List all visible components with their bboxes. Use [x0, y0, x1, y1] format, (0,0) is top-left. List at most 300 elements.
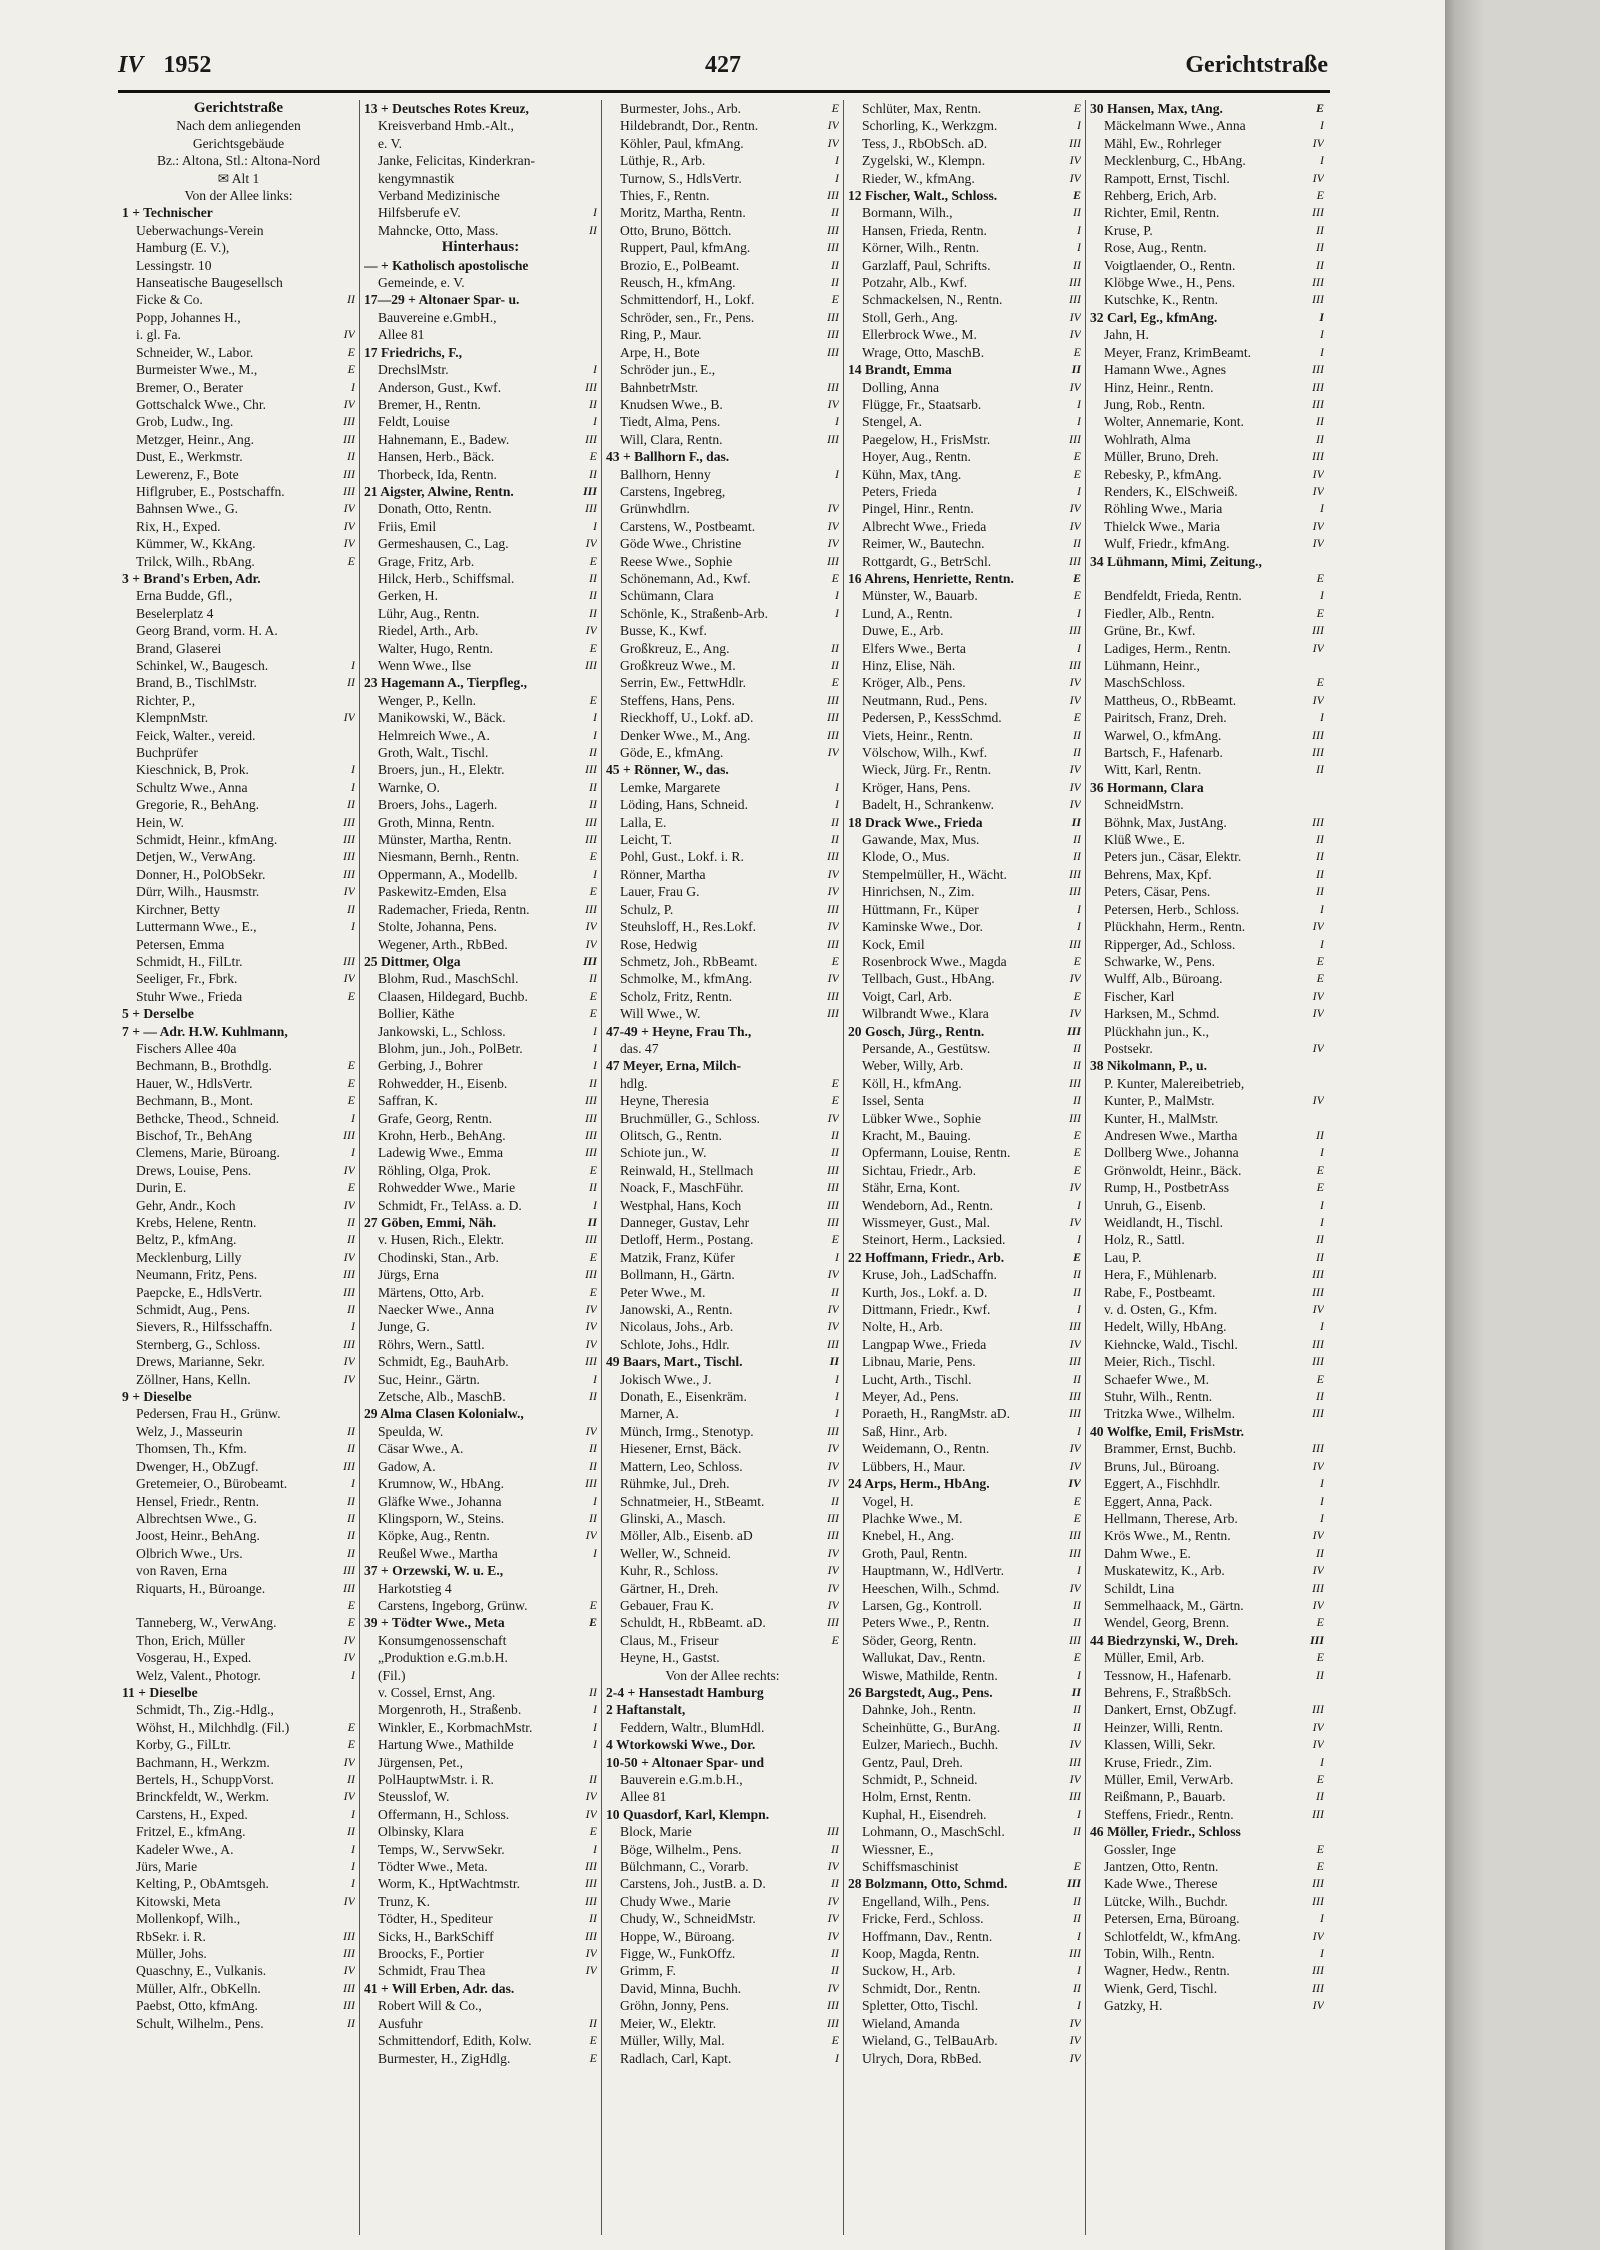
entry-text: Hoyer, Aug., Rentn. [862, 449, 971, 465]
entry-text: Knudsen Wwe., B. [620, 396, 723, 412]
entry-text: Georg Brand, vorm. H. A. [136, 623, 278, 639]
directory-entry [606, 1336, 839, 1353]
directory-entry [848, 1405, 1081, 1422]
column-1 [118, 100, 360, 2235]
floor-marker: IV [1069, 1580, 1081, 1595]
entry-text: Hamann Wwe., Agnes [1104, 362, 1227, 378]
page-edge-shadow [1445, 0, 1600, 2250]
directory-entry [364, 1388, 597, 1405]
directory-entry [122, 1823, 355, 1840]
directory-entry [848, 448, 1081, 465]
entry-text: Hoffmann, Dav., Rentn. [862, 1928, 993, 1944]
entry-text: 2-4 + Hansestadt Hamburg [606, 1684, 764, 1700]
directory-entry [1090, 1057, 1324, 1074]
floor-marker: IV [827, 866, 839, 881]
directory-entry [848, 1806, 1081, 1823]
directory-entry [364, 1667, 597, 1684]
directory-entry [606, 117, 839, 134]
directory-entry [122, 622, 355, 639]
entry-text: Gärtner, H., Dreh. [620, 1580, 719, 1596]
directory-entry [606, 901, 839, 918]
floor-marker: II [1071, 1684, 1081, 1699]
floor-marker: I [593, 1040, 597, 1055]
floor-marker: III [1312, 1354, 1324, 1369]
directory-entry [1090, 1649, 1324, 1666]
entry-text: Ripperger, Ad., Schloss. [1104, 936, 1236, 952]
directory-entry [1090, 1562, 1324, 1579]
floor-marker: E [1316, 188, 1324, 203]
entry-text: Schmittendorf, Edith, Kolw. [378, 2033, 532, 2049]
entry-text: Donath, E., Eisenkräm. [620, 1389, 747, 1405]
entry-text: Tellbach, Gust., HbAng. [862, 971, 995, 987]
floor-marker: III [827, 1824, 839, 1839]
directory-entry [848, 1736, 1081, 1753]
floor-marker: III [343, 1127, 355, 1142]
directory-entry [122, 674, 355, 691]
entry-text: Hamburg (E. V.), [136, 240, 230, 256]
entry-text: Münster, Martha, Rentn. [378, 832, 512, 848]
directory-entry [1090, 570, 1324, 587]
directory-entry [122, 135, 355, 152]
entry-text: Groth, Minna, Rentn. [378, 814, 495, 830]
directory-entry [364, 1841, 597, 1858]
entry-text: Gadow, A. [378, 1458, 436, 1474]
directory-entry [606, 1858, 839, 1875]
floor-marker: III [1312, 1284, 1324, 1299]
entry-text: Bendfeldt, Frieda, Rentn. [1104, 588, 1242, 604]
floor-marker: E [1073, 1162, 1081, 1177]
entry-text: Wieland, Amanda [862, 2015, 960, 2031]
entry-text: Manikowski, W., Bäck. [378, 710, 506, 726]
directory-entry [364, 779, 597, 796]
directory-entry [364, 187, 597, 204]
directory-entry [122, 727, 355, 744]
entry-text: Gerken, H. [378, 588, 439, 604]
entry-text: Söder, Georg, Rentn. [862, 1632, 977, 1648]
entry-text: Hansen, Herb., Bäck. [378, 449, 495, 465]
floor-marker: IV [1069, 309, 1081, 324]
floor-marker: E [589, 553, 597, 568]
entry-text: Feddern, Waltr., BlumHdl. [620, 1719, 765, 1735]
directory-entry [364, 622, 597, 639]
floor-marker: I [1320, 936, 1324, 951]
directory-entry [122, 1197, 355, 1214]
directory-entry [364, 2032, 597, 2049]
directory-entry [848, 326, 1081, 343]
floor-marker: II [347, 901, 355, 916]
directory-entry [1090, 1545, 1324, 1562]
directory-entry [122, 1336, 355, 1353]
floor-marker: I [835, 153, 839, 168]
floor-marker: II [1073, 1058, 1081, 1073]
section-heading [122, 100, 355, 117]
directory-entry [122, 1754, 355, 1771]
directory-entry [606, 1823, 839, 1840]
directory-entry [848, 1179, 1081, 1196]
directory-entry [606, 1719, 839, 1736]
directory-entry [606, 744, 839, 761]
directory-entry [122, 1162, 355, 1179]
floor-marker: III [1069, 135, 1081, 150]
entry-text: Dürr, Wilh., Hausmstr. [136, 884, 260, 900]
floor-marker: IV [343, 518, 355, 533]
floor-marker: I [1320, 1197, 1324, 1212]
entry-text: Suc, Heinr., Gärtn. [378, 1371, 480, 1387]
directory-entry [606, 1562, 839, 1579]
entry-text: Hauer, W., HdlsVertr. [136, 1075, 253, 1091]
floor-marker: E [831, 292, 839, 307]
entry-text: 21 Aigster, Alwine, Rentn. [364, 483, 514, 499]
entry-text: Kitowski, Meta [136, 1893, 221, 1909]
floor-marker: IV [827, 1980, 839, 1995]
directory-entry [122, 709, 355, 726]
floor-marker: IV [343, 1371, 355, 1386]
floor-marker: IV [343, 396, 355, 411]
floor-marker: IV [585, 936, 597, 951]
floor-marker: IV [343, 1162, 355, 1177]
floor-marker: III [585, 1893, 597, 1908]
directory-entry [364, 379, 597, 396]
floor-marker: III [827, 1197, 839, 1212]
entry-text: Bollier, Käthe [378, 1006, 455, 1022]
entry-text: Danneger, Gustav, Lehr [620, 1215, 750, 1230]
entry-text: „Produktion e.G.m.b.H. [378, 1650, 508, 1666]
entry-text: Leicht, T. [620, 832, 672, 848]
floor-marker: III [1312, 292, 1324, 307]
entry-text: Klode, O., Mus. [862, 849, 950, 865]
floor-marker: I [1320, 501, 1324, 516]
directory-entry [364, 448, 597, 465]
directory-entry [122, 1667, 355, 1684]
entry-text: Renders, K., ElSchweiß. [1104, 483, 1238, 499]
directory-entry [848, 1057, 1081, 1074]
directory-entry [606, 622, 839, 639]
directory-entry [606, 1110, 839, 1127]
floor-marker: III [1069, 1075, 1081, 1090]
directory-entry [848, 1632, 1081, 1649]
entry-text: Saffran, K. [378, 1093, 438, 1109]
directory-entry [122, 1475, 355, 1492]
floor-marker: III [343, 466, 355, 481]
directory-entry [122, 257, 355, 274]
directory-entry [1090, 796, 1324, 813]
directory-entry [122, 1928, 355, 1945]
directory-entry [606, 361, 839, 378]
floor-marker: E [589, 2033, 597, 2048]
directory-entry [848, 431, 1081, 448]
directory-entry [848, 587, 1081, 604]
entry-text: Gröhn, Jonny, Pens. [620, 1998, 730, 2014]
entry-text: Schmetz, Joh., RbBeamt. [620, 953, 758, 969]
directory-entry [364, 204, 597, 221]
directory-entry [1090, 622, 1324, 639]
directory-entry [364, 1997, 597, 2014]
section-heading [364, 239, 597, 256]
entry-text: Lauer, Frau G. [620, 884, 700, 900]
directory-entry [122, 848, 355, 865]
entry-text: Ausfuhr [378, 2015, 423, 2031]
directory-entry [122, 1893, 355, 1910]
floor-marker: I [593, 362, 597, 377]
directory-entry [122, 1092, 355, 1109]
entry-text: Hinz, Heinr., Rentn. [1104, 379, 1214, 395]
floor-marker: III [1309, 1632, 1324, 1647]
directory-entry [364, 344, 597, 361]
entry-text: Westphal, Hans, Koch [620, 1197, 742, 1213]
directory-entry [122, 518, 355, 535]
directory-entry [122, 1388, 355, 1405]
entry-text: Jahn, H. [1104, 327, 1149, 343]
floor-marker: II [831, 640, 839, 655]
floor-marker: II [589, 971, 597, 986]
entry-text: Gottschalck Wwe., Chr. [136, 396, 266, 412]
entry-text: Marner, A. [620, 1406, 679, 1422]
directory-entry [1090, 1875, 1324, 1892]
entry-text: Jokisch Wwe., J. [620, 1371, 712, 1387]
floor-marker: I [351, 1145, 355, 1160]
directory-entry [364, 988, 597, 1005]
entry-text: Temps, W., ServwSekr. [378, 1841, 505, 1857]
floor-marker: E [1073, 1145, 1081, 1160]
directory-entry [848, 570, 1081, 587]
floor-marker: E [1073, 1859, 1081, 1874]
directory-entry [122, 640, 355, 657]
floor-marker: E [347, 1615, 355, 1630]
directory-entry [364, 1336, 597, 1353]
directory-entry [122, 814, 355, 831]
floor-marker: III [1312, 396, 1324, 411]
directory-entry [122, 692, 355, 709]
floor-marker: IV [1069, 797, 1081, 812]
entry-text: Klassen, Willi, Sekr. [1104, 1737, 1216, 1753]
entry-text: Bauverein e.G.m.b.H., [620, 1772, 743, 1787]
floor-marker: E [1316, 971, 1324, 986]
directory-entry [848, 257, 1081, 274]
directory-entry [364, 100, 597, 117]
entry-text: Behrens, F., StraßbSch. [1104, 1684, 1232, 1700]
entry-text: Reinwald, H., Stellmach [620, 1162, 754, 1178]
floor-marker: III [1069, 1632, 1081, 1647]
floor-marker: III [343, 1946, 355, 1961]
directory-entry [122, 239, 355, 256]
directory-entry [122, 1405, 355, 1422]
directory-entry [364, 1092, 597, 1109]
directory-entry [1090, 1371, 1324, 1388]
entry-text: Schmidt, H., FilLtr. [136, 953, 243, 969]
floor-marker: II [1316, 1232, 1324, 1247]
entry-text: Burmester, H., ZigHdlg. [378, 2050, 511, 2066]
floor-marker: E [347, 1597, 355, 1612]
floor-marker: I [351, 1110, 355, 1125]
entry-text: Pedersen, Frau H., Grünw. [136, 1406, 281, 1422]
directory-entry [848, 1423, 1081, 1440]
directory-entry [848, 1092, 1081, 1109]
floor-marker: III [1312, 1702, 1324, 1717]
entry-text: Elfers Wwe., Berta [862, 640, 966, 656]
entry-text: Tess, J., RbObSch. aD. [862, 135, 988, 151]
floor-marker: I [1319, 309, 1324, 324]
entry-text: Richter, Emil, Rentn. [1104, 205, 1220, 221]
entry-text: Vosgerau, H., Exped. [136, 1650, 252, 1666]
floor-marker: II [589, 1441, 597, 1456]
directory-entry [848, 1040, 1081, 1057]
floor-marker: I [1077, 1302, 1081, 1317]
entry-text: Chudy, W., SchneidMstr. [620, 1911, 756, 1927]
entry-text: Heyne, H., Gastst. [620, 1650, 720, 1666]
directory-entry [606, 1980, 839, 1997]
directory-entry [606, 2032, 839, 2049]
directory-entry [848, 1701, 1081, 1718]
directory-entry [364, 152, 597, 169]
floor-marker: I [835, 466, 839, 481]
entry-text: 7 + — Adr. H.W. Kuhlmann, [122, 1023, 288, 1039]
floor-marker: I [1077, 1998, 1081, 2013]
entry-text: Steuhsloff, H., Res.Lokf. [620, 919, 757, 935]
entry-text: Claasen, Hildegard, Buchb. [378, 988, 528, 1004]
directory-entry [606, 709, 839, 726]
entry-text: Kümmer, W., KkAng. [136, 536, 256, 552]
directory-entry [364, 1597, 597, 1614]
entry-text: Allee 81 [620, 1789, 667, 1805]
directory-entry [848, 518, 1081, 535]
floor-marker: III [585, 501, 597, 516]
floor-marker: II [1073, 727, 1081, 742]
directory-entry [848, 187, 1081, 204]
entry-text: Schmidt, Fr., TelAss. a. D. [378, 1197, 522, 1213]
directory-entry [848, 674, 1081, 691]
floor-marker: I [593, 518, 597, 533]
entry-text: Wohlrath, Alma [1104, 431, 1191, 447]
entry-text: 22 Hoffmann, Friedr., Arb. [848, 1249, 1005, 1265]
floor-marker: IV [827, 745, 839, 760]
floor-marker: III [343, 1458, 355, 1473]
entry-text: Carstens, Ingeborg, Grünw. [378, 1597, 528, 1613]
directory-entry [1090, 431, 1324, 448]
floor-marker: IV [827, 118, 839, 133]
entry-text: Brand, B., TischlMstr. [136, 675, 257, 691]
column-3 [602, 100, 844, 2235]
entry-text: Rebesky, P., kfmAng. [1104, 466, 1222, 482]
directory-entry [848, 1858, 1081, 1875]
directory-entry [364, 866, 597, 883]
entry-text: Donath, Otto, Rentn. [378, 501, 492, 517]
directory-entry [1090, 761, 1324, 778]
entry-text: Weidemann, O., Rentn. [862, 1441, 990, 1457]
directory-entry [364, 1423, 597, 1440]
floor-marker: III [1312, 205, 1324, 220]
entry-text: Albrechtsen Wwe., G. [136, 1510, 257, 1526]
directory-entry [364, 1179, 597, 1196]
entry-text: Müller, Johs. [136, 1946, 207, 1962]
directory-entry [1090, 727, 1324, 744]
entry-text: Heinzer, Willi, Rentn. [1104, 1719, 1224, 1735]
directory-entry [364, 1632, 597, 1649]
entry-text: Rademacher, Frieda, Rentn. [378, 901, 530, 917]
floor-marker: II [347, 797, 355, 812]
entry-text: Viets, Heinr., Rentn. [862, 727, 973, 743]
entry-text: 24 Arps, Herm., HbAng. [848, 1476, 990, 1492]
entry-text: Pairitsch, Franz, Dreh. [1104, 710, 1227, 726]
directory-entry [364, 1197, 597, 1214]
directory-entry [1090, 1388, 1324, 1405]
floor-marker: I [351, 658, 355, 672]
directory-entry [122, 1249, 355, 1266]
entry-text: Dust, E., Werkmstr. [136, 449, 243, 465]
entry-text: Lüthje, R., Arb. [620, 153, 706, 169]
entry-text: Ueberwachungs-Verein [136, 222, 264, 238]
directory-entry [122, 466, 355, 483]
floor-marker: IV [1069, 2050, 1081, 2065]
floor-marker: E [831, 2033, 839, 2048]
floor-marker: II [589, 605, 597, 620]
floor-marker: I [593, 1545, 597, 1560]
entry-text: Wendel, Georg, Brenn. [1104, 1615, 1230, 1631]
floor-marker: I [1077, 1963, 1081, 1978]
directory-entry [1090, 640, 1324, 657]
entry-text: Feldt, Louise [378, 414, 450, 430]
directory-entry [848, 1562, 1081, 1579]
entry-text: Bethcke, Theod., Schneid. [136, 1110, 280, 1126]
entry-text: Wiswe, Mathilde, Rentn. [862, 1667, 998, 1683]
directory-entry [364, 2015, 597, 2032]
directory-entry [606, 953, 839, 970]
floor-marker: III [343, 953, 355, 968]
floor-marker: III [827, 692, 839, 707]
entry-text: Schmidt, Dor., Rentn. [862, 1980, 981, 1996]
floor-marker: IV [343, 1632, 355, 1647]
directory-entry [364, 396, 597, 413]
floor-marker: IV [1069, 2033, 1081, 2048]
floor-marker: II [831, 1963, 839, 1978]
entry-text: Mecklenburg, Lilly [136, 1249, 242, 1265]
directory-entry [848, 988, 1081, 1005]
floor-marker: III [585, 658, 597, 672]
directory-entry [606, 1649, 839, 1666]
entry-text: (Fil.) [378, 1667, 406, 1683]
entry-text: Böge, Wilhelm., Pens. [620, 1841, 742, 1857]
floor-marker: III [343, 414, 355, 429]
entry-text: Scholz, Fritz, Rentn. [620, 988, 733, 1004]
directory-entry [848, 396, 1081, 413]
directory-entry [122, 222, 355, 239]
floor-marker: I [1077, 118, 1081, 133]
entry-text: Körner, Wilh., Rentn. [862, 240, 980, 256]
entry-text: Meyer, Ad., Pens. [862, 1389, 959, 1405]
floor-marker: E [831, 101, 839, 115]
directory-entry [122, 1110, 355, 1127]
floor-marker: E [1073, 988, 1081, 1003]
floor-marker: III [1312, 1406, 1324, 1421]
floor-marker: IV [1312, 170, 1324, 185]
floor-marker: I [593, 1197, 597, 1212]
entry-text: Paebst, Otto, kfmAng. [136, 1998, 258, 2014]
directory-entry [364, 640, 597, 657]
entry-text: Janke, Felicitas, Kinderkran- [378, 153, 536, 169]
directory-entry [364, 413, 597, 430]
floor-marker: II [1316, 1667, 1324, 1682]
floor-marker: III [343, 1998, 355, 2013]
directory-entry [848, 605, 1081, 622]
directory-entry [122, 379, 355, 396]
directory-entry [848, 1353, 1081, 1370]
entry-text: 41 + Will Erben, Adr. das. [364, 1980, 515, 1996]
floor-marker: IV [1312, 135, 1324, 150]
entry-text: Busse, K., Kwf. [620, 623, 707, 639]
floor-marker: II [347, 1441, 355, 1456]
entry-text: Schiote jun., W. [620, 1145, 707, 1161]
directory-entry [122, 1597, 355, 1614]
entry-text: Kreisverband Hmb.-Alt., [378, 118, 514, 134]
